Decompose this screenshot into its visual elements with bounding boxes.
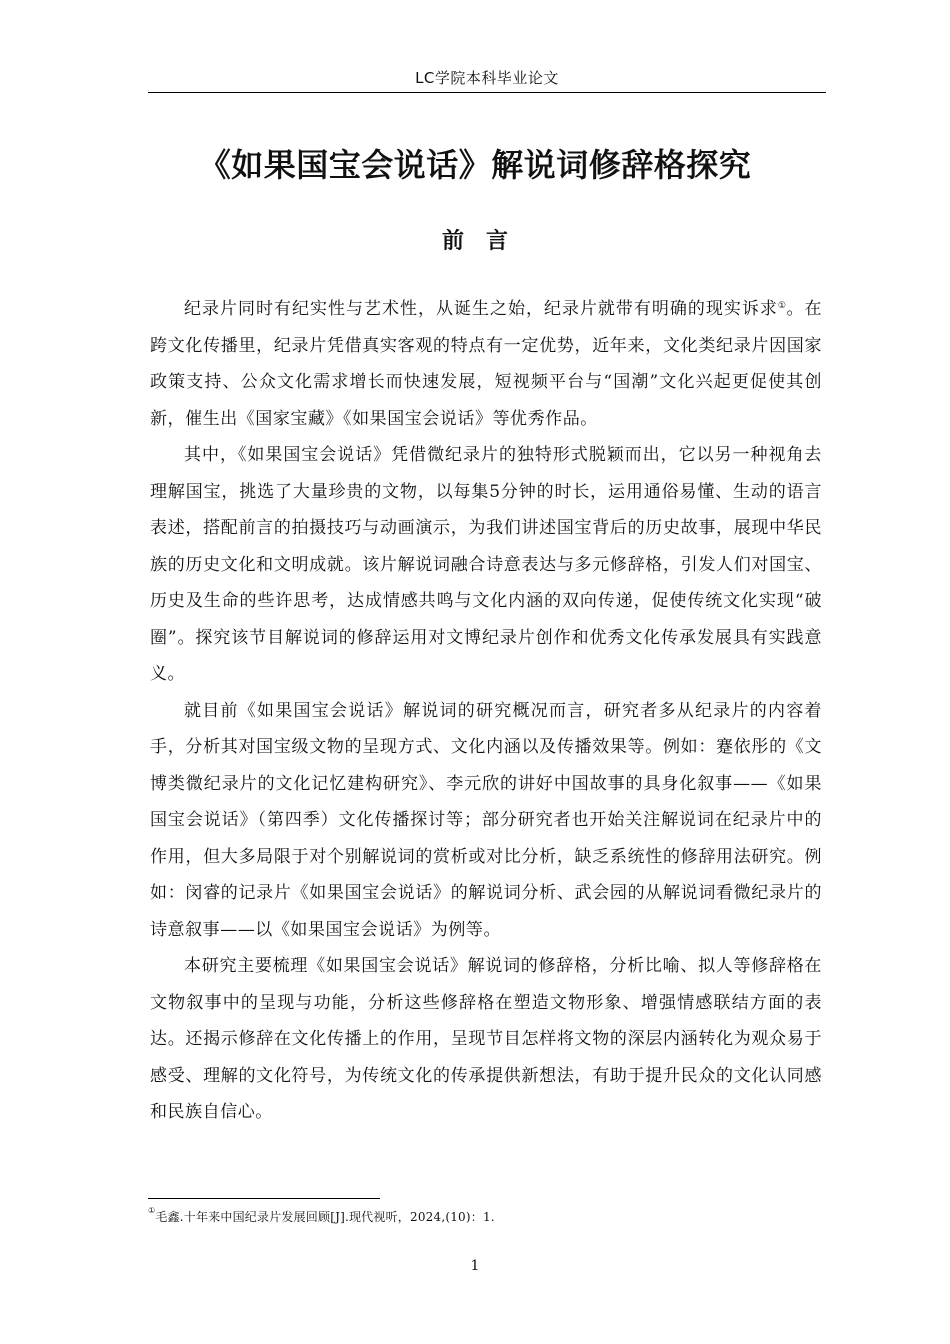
paragraph-3: 就目前《如果国宝会说话》解说词的研究概况而言，研究者多从纪录片的内容着手，分析其对国宝级文物的呈现方式、文化内涵以及传播效果等。例如：蹇依彤的《文博类微纪录片的文化记忆建构研究》、李元欣的讲好中国故事的具身化叙事——《如果国宝会说话》（第四季）文化传播探讨等；部分研究者也开始关注解说词在纪录片中的作用，但大多局限于对个别解说词的赏析或对比分析，缺乏系统性的修辞用法研究。例如：闵睿的记录片《如果国宝会说话》的解说词分析、武会园的从解说词看微纪录片的诗意叙事——以《如果国宝会说话》为例等。: [150, 700, 822, 940]
paragraph-1-text-b: 。在跨文化传播里，纪录片凭借真实客观的特点有一定优势，近年来，文化类纪录片因国家政策支持、公众文化需求增长而快速发展，短视频平台与“国潮”文化兴起更促使其创新，催生出《国家宝藏》《如果国宝会说话》等优秀作品。: [150, 299, 823, 429]
page-number: 1: [470, 1258, 480, 1274]
footnote: [148, 1208, 495, 1225]
paragraph-2: 其中，《如果国宝会说话》凭借微纪录片的独特形式脱颖而出，它以另一种视角去理解国宝，挑选了大量珍贵的文物，以每集5分钟的时长，运用通俗易懂、生动的语言表述，搭配前言的拍摄技巧与动画演示，为我们讲述国宝背后的历史故事，展现中华民族的历史文化和文明成就。该片解说词融合诗意表达与多元修辞格，引发人们对国宝、历史及生命的些许思考，达成情感共鸣与文化内涵的双向传递，促使传统文化实现“破圈”。探究该节目解说词的修辞运用对文博纪录片创作和优秀文化传承发展具有实践意义。: [150, 445, 822, 684]
paragraph-1: [150, 291, 822, 437]
paragraph-4: 本研究主要梳理《如果国宝会说话》解说词的修辞格，分析比喻、拟人等修辞格在文物叙事中的呈现与功能，分析这些修辞格在塑造文物形象、增强情感联结方面的表达。还揭示修辞在文化传播上的作用，呈现节目怎样将文物的深层内涵转化为观众易于感受、理解的文化符号，为传统文化的传承提供新想法，有助于提升民众的文化认同感和民族自信心。: [150, 956, 822, 1122]
section-heading: 前言: [441, 229, 530, 254]
footnote-marker: ①: [148, 1206, 156, 1215]
footnote-separator: [148, 1198, 380, 1199]
footnote-reference[interactable]: ①: [777, 301, 787, 311]
paragraph-1-text-a: 纪录片同时有纪实性与艺术性，从诞生之始，纪录片就带有明确的现实诉求: [184, 299, 778, 319]
body-text: [150, 291, 822, 1131]
header-text: LC学院本科毕业论文: [415, 69, 559, 87]
footnote-text: 毛鑫.十年来中国纪录片发展回顾[J].现代视听，2024,(10)：1.: [155, 1210, 495, 1224]
paper-title: 《如果国宝会说话》解说词修辞格探究: [198, 146, 752, 184]
running-header: [148, 64, 826, 93]
